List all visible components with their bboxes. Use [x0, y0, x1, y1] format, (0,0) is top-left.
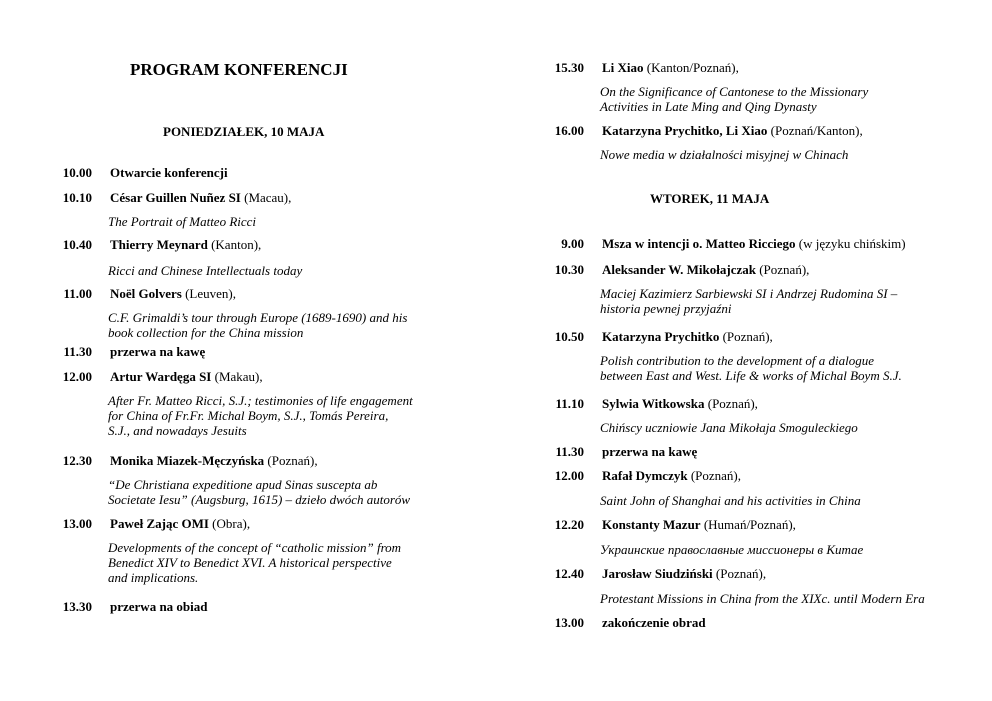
talk-title-line: Developments of the concept of “catholic mission” from	[108, 540, 402, 555]
talk-title	[108, 263, 442, 278]
day-heading-monday: PONIEDZIAŁEK, 10 MAJA	[163, 124, 325, 139]
speaker-name: Katarzyna Prychitko, Li Xiao	[602, 123, 768, 138]
speaker-name: Noël Golvers	[110, 286, 182, 301]
session-entry	[602, 444, 697, 460]
talk-title-line: S.J., and nowadays Jesuits	[108, 423, 247, 438]
session-time: 12.30	[62, 453, 92, 468]
session-entry	[602, 396, 758, 412]
session-time: 12.00	[62, 369, 92, 384]
speaker-name: zakończenie obrad	[602, 615, 706, 630]
session-time: 9.00	[561, 236, 584, 251]
session-time: 11.00	[63, 286, 92, 301]
session-entry	[110, 344, 205, 360]
speaker-affiliation: (Poznań),	[687, 468, 742, 483]
speaker-name: przerwa na kawę	[110, 344, 206, 359]
session-entry	[110, 369, 263, 385]
talk-title-line: “De Christiana expeditione apud Sinas suscepta ab	[108, 477, 378, 492]
talk-title-line: Nowe media w działalności misyjnej w Chinach	[600, 147, 849, 162]
speaker-affiliation: (Makau),	[211, 369, 263, 384]
speaker-affiliation: (Leuven),	[181, 286, 236, 301]
session-entry	[602, 517, 796, 533]
speaker-affiliation: (Humań/Poznań),	[700, 517, 796, 532]
talk-title-line: Maciej Kazimierz Sarbiewski SI i Andrzej Rudomina SI –	[600, 286, 898, 301]
talk-title	[600, 147, 932, 162]
speaker-name: Katarzyna Prychitko	[602, 329, 720, 344]
speaker-affiliation: (Kanton),	[207, 237, 262, 252]
talk-title	[108, 540, 442, 585]
talk-title-line: historia pewnej przyjaźni	[600, 301, 732, 316]
talk-title	[108, 310, 442, 340]
speaker-name: przerwa na obiad	[110, 599, 208, 614]
speaker-name: Thierry Meynard	[110, 237, 208, 252]
talk-title	[600, 493, 932, 508]
speaker-name: Paweł Zając OMI	[110, 516, 209, 531]
session-entry	[110, 599, 208, 615]
session-entry	[110, 190, 291, 206]
session-entry	[602, 262, 809, 278]
talk-title-line: between East and West. Life & works of Michal Boym S.J.	[600, 368, 902, 383]
session-entry	[110, 165, 228, 181]
session-time: 12.00	[554, 468, 584, 483]
session-entry	[602, 329, 773, 345]
speaker-affiliation: (Macau),	[240, 190, 292, 205]
session-time: 10.50	[554, 329, 584, 344]
talk-title-line: Saint John of Shanghai and his activities in China	[600, 493, 861, 508]
speaker-affiliation: (w języku chińskim)	[795, 236, 906, 251]
speaker-name: przerwa na kawę	[602, 444, 698, 459]
session-time: 15.30	[554, 60, 584, 75]
speaker-affiliation: (Poznań),	[704, 396, 758, 411]
talk-title-line: and implications.	[108, 570, 199, 585]
talk-title	[600, 353, 932, 383]
session-time: 16.00	[554, 123, 584, 138]
session-entry	[110, 453, 318, 469]
session-time: 12.20	[554, 517, 584, 532]
talk-title-line: Polish contribution to the development of a dialogue	[600, 353, 875, 368]
session-entry	[110, 286, 236, 302]
session-time: 13.30	[62, 599, 92, 614]
speaker-name: Sylwia Witkowska	[602, 396, 705, 411]
speaker-affiliation: (Poznań/Kanton),	[767, 123, 863, 138]
speaker-name: Msza w intencji o. Matteo Ricciego	[602, 236, 796, 251]
speaker-affiliation: (Poznań),	[712, 566, 767, 581]
speaker-name: Jarosław Siudziński	[602, 566, 713, 581]
talk-title-line: Protestant Missions in China from the XIXc. until Modern Era	[600, 591, 925, 606]
talk-title-line: for China of Fr.Fr. Michal Boym, S.J., Tomás Pereira,	[108, 408, 389, 423]
session-time: 11.30	[63, 344, 92, 359]
talk-title	[108, 214, 442, 229]
talk-title	[600, 420, 932, 435]
talk-title	[108, 477, 442, 507]
speaker-affiliation: (Poznań),	[755, 262, 810, 277]
speaker-affiliation: (Poznań),	[264, 453, 318, 468]
speaker-name: Aleksander W. Mikołajczak	[602, 262, 756, 277]
talk-title-line: Societate Iesu” (Augsburg, 1615) – dzieło dwóch autorów	[108, 492, 411, 507]
session-time: 10.10	[62, 190, 92, 205]
talk-title-line: The Portrait of Matteo Ricci	[108, 214, 257, 229]
talk-title-line: Украинские православные миссионеры в Китае	[600, 542, 864, 557]
speaker-name: Li Xiao	[602, 60, 644, 75]
session-time: 13.00	[554, 615, 584, 630]
speaker-affiliation: (Obra),	[208, 516, 251, 531]
talk-title	[600, 84, 932, 114]
talk-title	[600, 286, 932, 316]
talk-title-line: After Fr. Matteo Ricci, S.J.; testimonies of life engagement	[108, 393, 413, 408]
talk-title-line: C.F. Grimaldi’s tour through Europe (1689-1690) and his	[108, 310, 408, 325]
session-entry	[602, 123, 863, 139]
session-time: 13.00	[62, 516, 92, 531]
talk-title	[600, 542, 932, 557]
session-time: 10.00	[62, 165, 92, 180]
speaker-name: Otwarcie konferencji	[110, 165, 228, 180]
session-time: 11.10	[555, 396, 584, 411]
session-entry	[110, 516, 250, 532]
session-entry	[602, 566, 766, 582]
session-time: 10.40	[62, 237, 92, 252]
session-entry	[602, 236, 906, 252]
day-heading-tuesday: WTOREK, 11 MAJA	[650, 191, 770, 206]
session-entry	[602, 60, 739, 76]
speaker-affiliation: (Kanton/Poznań),	[643, 60, 739, 75]
talk-title-line: Ricci and Chinese Intellectuals today	[108, 263, 303, 278]
talk-title	[108, 393, 442, 438]
talk-title-line: Activities in Late Ming and Qing Dynasty	[600, 99, 817, 114]
session-time: 12.40	[554, 566, 584, 581]
speaker-name: Artur Wardęga SI	[110, 369, 212, 384]
session-entry	[602, 615, 706, 631]
talk-title-line: book collection for the China mission	[108, 325, 304, 340]
speaker-name: Rafał Dymczyk	[602, 468, 688, 483]
program-title: PROGRAM KONFERENCJI	[130, 60, 348, 79]
talk-title	[600, 591, 932, 606]
talk-title-line: Benedict XIV to Benedict XVI. A historical perspective	[108, 555, 392, 570]
speaker-name: Monika Miazek-Męczyńska	[110, 453, 265, 468]
speaker-name: Konstanty Mazur	[602, 517, 701, 532]
talk-title-line: On the Significance of Cantonese to the Missionary	[600, 84, 869, 99]
session-time: 11.30	[555, 444, 584, 459]
session-entry	[602, 468, 741, 484]
session-time: 10.30	[554, 262, 584, 277]
speaker-name: César Guillen Nuñez SI	[110, 190, 241, 205]
session-entry	[110, 237, 261, 253]
speaker-affiliation: (Poznań),	[719, 329, 773, 344]
talk-title-line: Chińscy uczniowie Jana Mikołaja Smoguleckiego	[600, 420, 858, 435]
